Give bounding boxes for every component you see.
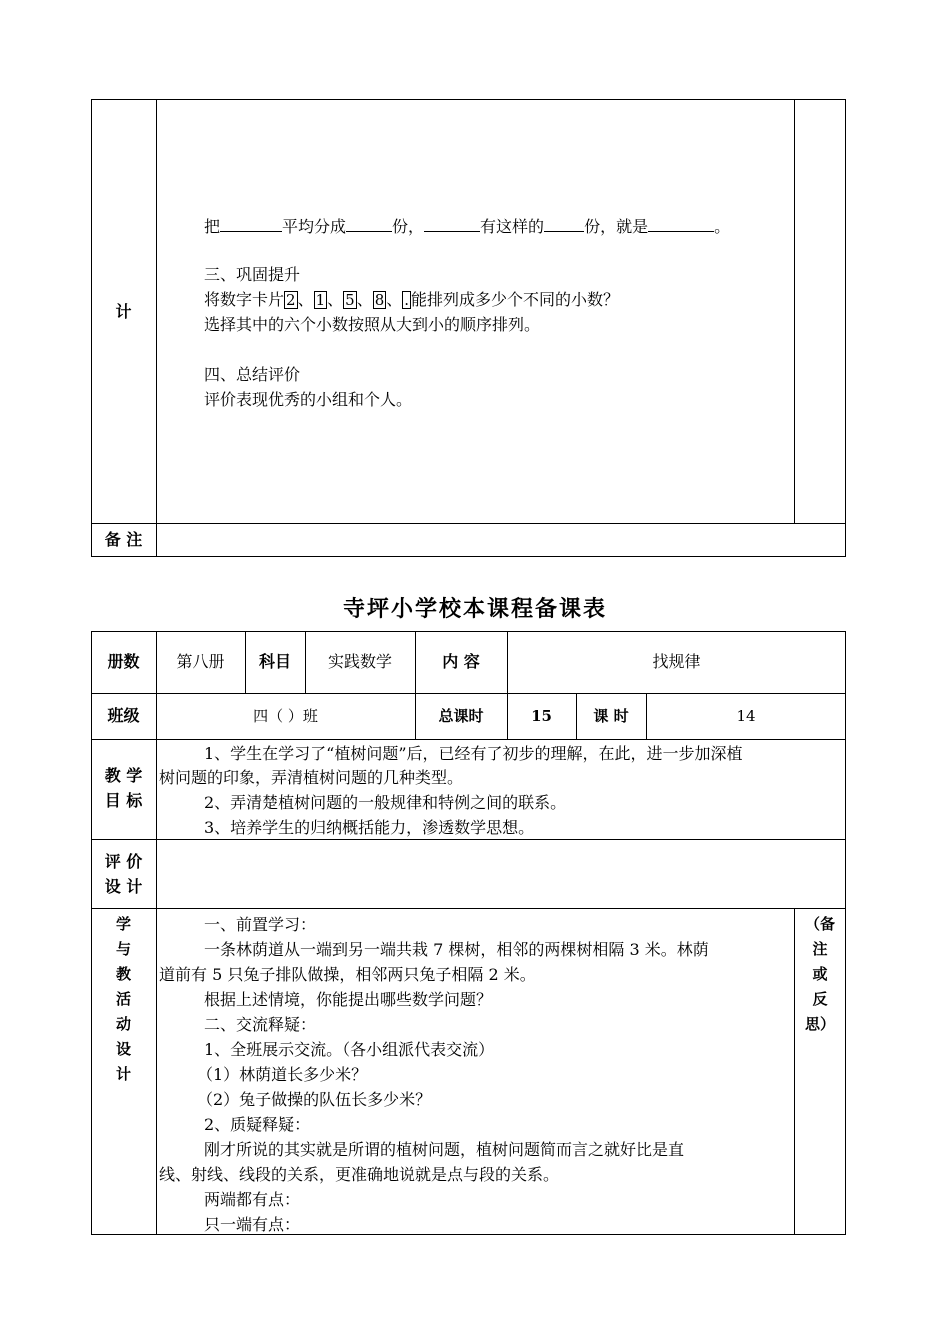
section4-title: 四、总结评价 (204, 365, 301, 384)
digit-card: 2 (286, 291, 296, 309)
volume-label: 册数 (107, 652, 140, 671)
digit-card: 8 (374, 291, 385, 309)
activity-line: 一、前置学习： (204, 915, 317, 934)
subject-value: 实践数学 (327, 652, 392, 671)
remark-side-label: （备 注 或 反 思） (804, 915, 835, 1033)
row-divider (91, 693, 846, 694)
activity-line: 刚才所说的其实就是所谓的植树问题，植树问题简而言之就好比是直 (204, 1140, 685, 1159)
activity-line: （2）兔子做操的队伍长多少米？ (197, 1090, 432, 1109)
total-periods-value: 15 (531, 707, 552, 725)
activity-line: 两端都有点： (204, 1190, 301, 1209)
section3-line1: 将数字卡片 2 、 1 、 5 、 8 、 . 能排列成多少个不同的小数？ (204, 290, 620, 309)
activity-line: （1）林荫道长多少米？ (197, 1065, 368, 1084)
goals-label-2: 目 标 (104, 791, 143, 810)
activity-line: 只一端有点： (204, 1215, 301, 1234)
notes-label: 备 注 (104, 530, 143, 549)
decimal-point-card: . (404, 291, 410, 309)
top-table-right-divider (794, 99, 795, 523)
blank-5 (648, 213, 714, 232)
activity-content (159, 912, 791, 1237)
design-side-label: 计 (115, 302, 132, 321)
blank-2 (346, 213, 392, 232)
activity-line: 一条林荫道从一端到另一端共栽 7 棵树，相邻的两棵树相隔 3 米。林荫 (204, 940, 709, 959)
evaluation-label-2: 设 计 (104, 877, 143, 896)
activity-side-label: 学 与 教 活 动 设 计 (115, 915, 131, 1083)
activity-line: 线、射线、线段的关系，更准确地说就是点与段的关系。 (159, 1165, 560, 1184)
evaluation-label-1: 评 价 (104, 852, 143, 871)
goals-label-1: 教 学 (104, 766, 143, 785)
content-value: 找规律 (652, 652, 701, 671)
volume-value: 第八册 (176, 652, 225, 671)
digit-card: 1 (315, 291, 326, 309)
fill-blank-line: 把 平均分成 份， 有这样的 份，就是 。 (204, 213, 730, 239)
subject-label: 科目 (258, 652, 291, 671)
content-label: 内 容 (442, 652, 480, 671)
top-table-left-divider (156, 99, 157, 557)
activity-line: 2、质疑释疑： (204, 1115, 311, 1134)
activity-line: 1、全班展示交流。（各小组派代表交流） (204, 1040, 495, 1059)
goal-line-1a: 1、学生在学习了“植树问题”后，已经有了初步的理解，在此，进一步加深植 (204, 744, 743, 763)
goal-line-3: 3、培养学生的归纳概括能力，渗透数学思想。 (204, 818, 535, 837)
section3-title: 三、巩固提升 (204, 265, 301, 284)
page-title: 寺坪小学校本课程备课表 (342, 596, 607, 622)
row-divider (91, 739, 846, 740)
section3-line2: 选择其中的六个小数按照从大到小的顺序排列。 (204, 315, 541, 334)
period-label: 课 时 (593, 707, 629, 725)
activity-line: 道前有 5 只兔子排队做操，相邻两只兔子相隔 2 米。 (159, 965, 536, 984)
class-value: 四（ ）班 (253, 707, 318, 725)
goal-line-1b: 树问题的印象，弄清植树问题的几种类型。 (159, 768, 464, 787)
period-value: 14 (736, 707, 756, 725)
digit-card: 5 (345, 291, 355, 309)
goal-line-2: 2、弄清楚植树问题的一般规律和特例之间的联系。 (204, 793, 567, 812)
blank-4 (544, 213, 584, 232)
activity-line: 根据上述情境，你能提出哪些数学问题？ (204, 990, 493, 1009)
total-periods-label: 总课时 (438, 707, 484, 725)
blank-3 (424, 213, 480, 232)
row-divider (91, 908, 846, 909)
blank-1 (220, 213, 282, 232)
class-label: 班级 (107, 706, 140, 725)
activity-line: 二、交流释疑： (204, 1015, 317, 1034)
section4-line1: 评价表现优秀的小组和个人。 (204, 390, 413, 409)
top-table-notes-divider (91, 523, 846, 524)
